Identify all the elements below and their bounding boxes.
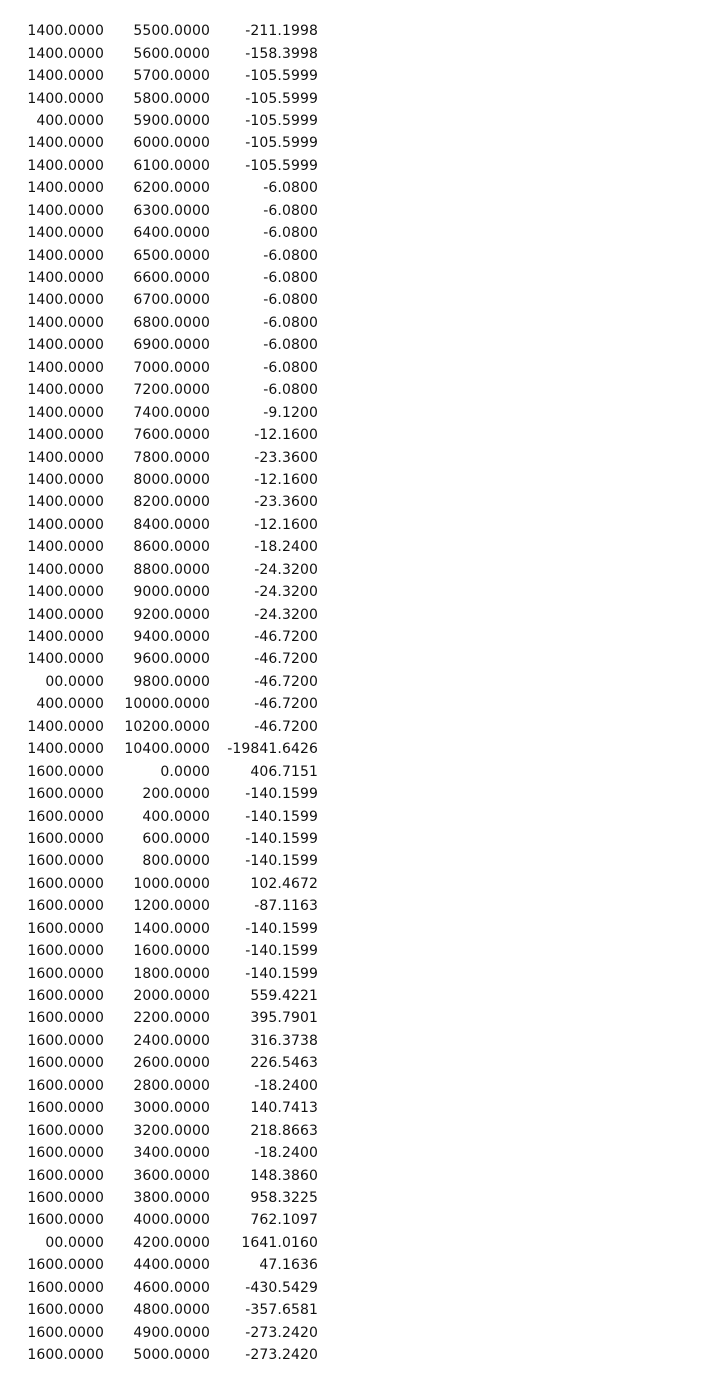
table-row	[18, 536, 338, 558]
table-row	[18, 1075, 338, 1097]
table-cell: 1600.0000	[27, 830, 104, 847]
table-cell: 1600.0000	[27, 1189, 104, 1206]
table-row	[18, 873, 338, 895]
table-cell: 1400.0000	[27, 292, 104, 309]
table-cell: 1400.0000	[27, 202, 104, 219]
table-row	[18, 1007, 338, 1029]
table-row	[18, 87, 338, 109]
table-cell: 1400.0000	[27, 539, 104, 556]
table-cell: 5600.0000	[133, 45, 210, 62]
table-row	[18, 132, 338, 154]
data-table	[18, 20, 338, 1366]
table-row	[18, 514, 338, 536]
table-cell: 1800.0000	[133, 965, 210, 982]
table-row	[18, 401, 338, 423]
table-cell: 1400.0000	[27, 471, 104, 488]
table-row	[18, 110, 338, 132]
table-cell: 1400.0000	[27, 494, 104, 511]
table-cell: 5800.0000	[133, 90, 210, 107]
table-row	[18, 962, 338, 984]
table-row	[18, 559, 338, 581]
table-cell: 1600.0000	[27, 1122, 104, 1139]
table-cell: 7200.0000	[133, 382, 210, 399]
table-cell: -6.0800	[263, 270, 318, 287]
table-cell: 7600.0000	[133, 427, 210, 444]
table-cell: -357.6581	[245, 1302, 318, 1319]
table-cell: 6300.0000	[133, 202, 210, 219]
table-cell: 1641.0160	[241, 1234, 318, 1251]
table-cell: -140.1599	[245, 853, 318, 870]
table-row	[18, 42, 338, 64]
table-cell: -6.0800	[263, 247, 318, 264]
table-row	[18, 379, 338, 401]
table-cell: 1400.0000	[27, 90, 104, 107]
table-cell: 3800.0000	[133, 1189, 210, 1206]
table-cell: -18.2400	[254, 1077, 318, 1094]
table-cell: -140.1599	[245, 808, 318, 825]
table-cell: -6.0800	[263, 337, 318, 354]
table-cell: 400.0000	[142, 808, 210, 825]
table-cell: 1400.0000	[27, 427, 104, 444]
table-cell: 9000.0000	[133, 584, 210, 601]
table-cell: 406.7151	[250, 763, 318, 780]
table-cell: -6.0800	[263, 202, 318, 219]
table-row	[18, 805, 338, 827]
table-row	[18, 1164, 338, 1186]
table-row	[18, 155, 338, 177]
table-row	[18, 626, 338, 648]
table-cell: 3200.0000	[133, 1122, 210, 1139]
table-cell: -12.1600	[254, 471, 318, 488]
table-cell: 9600.0000	[133, 651, 210, 668]
table-row	[18, 1277, 338, 1299]
table-row	[18, 1209, 338, 1231]
table-cell: 1600.0000	[27, 920, 104, 937]
table-cell: -140.1599	[245, 786, 318, 803]
table-row	[18, 1344, 338, 1366]
table-cell: 400.0000	[36, 696, 104, 713]
table-row	[18, 1187, 338, 1209]
table-cell: 7800.0000	[133, 449, 210, 466]
table-cell: -24.3200	[254, 561, 318, 578]
table-cell: 1600.0000	[27, 1032, 104, 1049]
table-cell: 9200.0000	[133, 606, 210, 623]
table-cell: 1400.0000	[27, 270, 104, 287]
table-row	[18, 222, 338, 244]
table-cell: 8800.0000	[133, 561, 210, 578]
table-row	[18, 940, 338, 962]
table-row	[18, 1097, 338, 1119]
table-cell: -12.1600	[254, 516, 318, 533]
table-cell: 2000.0000	[133, 988, 210, 1005]
table-row	[18, 334, 338, 356]
table-cell: -211.1998	[245, 23, 318, 40]
table-cell: 7400.0000	[133, 404, 210, 421]
table-cell: -46.7200	[254, 629, 318, 646]
table-cell: 2800.0000	[133, 1077, 210, 1094]
table-row	[18, 783, 338, 805]
table-cell: -105.5999	[245, 135, 318, 152]
table-row	[18, 648, 338, 670]
table-cell: 2200.0000	[133, 1010, 210, 1027]
table-cell: 226.5463	[250, 1055, 318, 1072]
table-cell: 0.0000	[160, 763, 210, 780]
table-cell: 2600.0000	[133, 1055, 210, 1072]
table-cell: 1400.0000	[27, 584, 104, 601]
table-cell: 7000.0000	[133, 359, 210, 376]
table-cell: 10400.0000	[124, 741, 210, 758]
table-row	[18, 985, 338, 1007]
table-row	[18, 1030, 338, 1052]
table-cell: -46.7200	[254, 651, 318, 668]
table-row	[18, 918, 338, 940]
table-row	[18, 1232, 338, 1254]
table-cell: 1400.0000	[27, 45, 104, 62]
table-cell: 1600.0000	[27, 988, 104, 1005]
table-cell: 395.7901	[250, 1010, 318, 1027]
table-cell: -140.1599	[245, 943, 318, 960]
table-cell: 958.3225	[250, 1189, 318, 1206]
table-cell: 5500.0000	[133, 23, 210, 40]
table-cell: -140.1599	[245, 965, 318, 982]
table-cell: 4000.0000	[133, 1212, 210, 1229]
table-cell: -6.0800	[263, 314, 318, 331]
table-cell: 1200.0000	[133, 898, 210, 915]
table-cell: 8400.0000	[133, 516, 210, 533]
table-row	[18, 738, 338, 760]
table-cell: 8600.0000	[133, 539, 210, 556]
table-cell: -6.0800	[263, 225, 318, 242]
table-row	[18, 200, 338, 222]
table-cell: 1600.0000	[133, 943, 210, 960]
table-row	[18, 895, 338, 917]
table-cell: 10200.0000	[124, 718, 210, 735]
table-row	[18, 491, 338, 513]
table-cell: 6400.0000	[133, 225, 210, 242]
table-cell: -140.1599	[245, 830, 318, 847]
table-cell: -273.2420	[245, 1347, 318, 1364]
table-cell: -24.3200	[254, 606, 318, 623]
table-cell: 1400.0000	[27, 23, 104, 40]
table-cell: 8000.0000	[133, 471, 210, 488]
table-cell: -140.1599	[245, 920, 318, 937]
table-row	[18, 1321, 338, 1343]
table-row	[18, 1142, 338, 1164]
table-cell: 1600.0000	[27, 1077, 104, 1094]
table-cell: 1600.0000	[27, 786, 104, 803]
table-row	[18, 1052, 338, 1074]
table-cell: 1400.0000	[27, 404, 104, 421]
table-cell: 1600.0000	[27, 965, 104, 982]
table-cell: 3600.0000	[133, 1167, 210, 1184]
table-cell: 1600.0000	[27, 853, 104, 870]
table-cell: -18.2400	[254, 539, 318, 556]
table-cell: 4200.0000	[133, 1234, 210, 1251]
table-cell: 3000.0000	[133, 1100, 210, 1117]
table-cell: 1600.0000	[27, 898, 104, 915]
table-row	[18, 716, 338, 738]
table-cell: 1400.0000	[27, 180, 104, 197]
table-row	[18, 267, 338, 289]
table-row	[18, 424, 338, 446]
table-cell: 00.0000	[45, 673, 104, 690]
table-cell: -6.0800	[263, 359, 318, 376]
table-cell: 9400.0000	[133, 629, 210, 646]
table-cell: 600.0000	[142, 830, 210, 847]
table-row	[18, 20, 338, 42]
table-cell: 1600.0000	[27, 1167, 104, 1184]
table-cell: 1600.0000	[27, 1145, 104, 1162]
table-cell: 1600.0000	[27, 1302, 104, 1319]
table-cell: 6700.0000	[133, 292, 210, 309]
table-cell: 9800.0000	[133, 673, 210, 690]
table-cell: 400.0000	[36, 112, 104, 129]
table-cell: 6000.0000	[133, 135, 210, 152]
table-cell: 4400.0000	[133, 1257, 210, 1274]
table-cell: 1600.0000	[27, 1055, 104, 1072]
table-cell: 1400.0000	[27, 741, 104, 758]
table-cell: 1400.0000	[27, 651, 104, 668]
table-cell: 4800.0000	[133, 1302, 210, 1319]
table-row	[18, 446, 338, 468]
table-cell: 1600.0000	[27, 808, 104, 825]
table-cell: 316.3738	[250, 1032, 318, 1049]
table-row	[18, 177, 338, 199]
table-cell: 200.0000	[142, 786, 210, 803]
table-cell: -23.3600	[254, 494, 318, 511]
table-cell: 8200.0000	[133, 494, 210, 511]
table-cell: 218.8663	[250, 1122, 318, 1139]
table-cell: 1600.0000	[27, 763, 104, 780]
table-cell: 1600.0000	[27, 1010, 104, 1027]
table-cell: 6200.0000	[133, 180, 210, 197]
table-cell: 6500.0000	[133, 247, 210, 264]
table-cell: 1400.0000	[27, 382, 104, 399]
table-cell: -158.3998	[245, 45, 318, 62]
table-cell: -46.7200	[254, 673, 318, 690]
table-cell: 00.0000	[45, 1234, 104, 1251]
table-cell: 1600.0000	[27, 1212, 104, 1229]
table-row	[18, 244, 338, 266]
table-cell: -12.1600	[254, 427, 318, 444]
table-cell: 1400.0000	[27, 135, 104, 152]
table-cell: 1000.0000	[133, 875, 210, 892]
table-row	[18, 850, 338, 872]
table-cell: 1400.0000	[27, 314, 104, 331]
table-cell: 140.7413	[250, 1100, 318, 1117]
table-cell: -105.5999	[245, 112, 318, 129]
table-cell: -23.3600	[254, 449, 318, 466]
table-cell: -9.1200	[263, 404, 318, 421]
table-row	[18, 65, 338, 87]
table-row	[18, 312, 338, 334]
table-cell: 47.1636	[259, 1257, 318, 1274]
table-cell: 559.4221	[250, 988, 318, 1005]
table-cell: 3400.0000	[133, 1145, 210, 1162]
table-row	[18, 1299, 338, 1321]
table-cell: -6.0800	[263, 292, 318, 309]
table-row	[18, 1119, 338, 1141]
table-cell: 4900.0000	[133, 1324, 210, 1341]
table-cell: 1400.0000	[133, 920, 210, 937]
table-cell: 1400.0000	[27, 629, 104, 646]
table-cell: 1400.0000	[27, 247, 104, 264]
table-cell: 1400.0000	[27, 449, 104, 466]
table-cell: 5000.0000	[133, 1347, 210, 1364]
table-row	[18, 671, 338, 693]
table-cell: 1400.0000	[27, 157, 104, 174]
table-cell: -6.0800	[263, 180, 318, 197]
table-cell: -273.2420	[245, 1324, 318, 1341]
table-cell: 4600.0000	[133, 1279, 210, 1296]
table-cell: 800.0000	[142, 853, 210, 870]
table-cell: -105.5999	[245, 157, 318, 174]
table-row	[18, 289, 338, 311]
table-cell: 148.3860	[250, 1167, 318, 1184]
table-cell: 1400.0000	[27, 359, 104, 376]
table-cell: 1400.0000	[27, 337, 104, 354]
table-row	[18, 828, 338, 850]
table-cell: 1600.0000	[27, 1257, 104, 1274]
table-cell: 1400.0000	[27, 561, 104, 578]
table-cell: 2400.0000	[133, 1032, 210, 1049]
table-cell: 6100.0000	[133, 157, 210, 174]
table-row	[18, 760, 338, 782]
table-cell: -46.7200	[254, 696, 318, 713]
table-row	[18, 357, 338, 379]
table-cell: 1600.0000	[27, 1324, 104, 1341]
table-cell: 1600.0000	[27, 1100, 104, 1117]
table-cell: -46.7200	[254, 718, 318, 735]
table-cell: 1600.0000	[27, 875, 104, 892]
table-cell: 1400.0000	[27, 225, 104, 242]
table-cell: 102.4672	[250, 875, 318, 892]
table-cell: 1600.0000	[27, 1347, 104, 1364]
table-cell: 1400.0000	[27, 606, 104, 623]
table-cell: 1600.0000	[27, 1279, 104, 1296]
table-cell: 6900.0000	[133, 337, 210, 354]
table-row	[18, 603, 338, 625]
table-cell: 5900.0000	[133, 112, 210, 129]
table-cell: -105.5999	[245, 90, 318, 107]
table-cell: -430.5429	[245, 1279, 318, 1296]
table-cell: -19841.6426	[227, 741, 318, 758]
table-cell: -24.3200	[254, 584, 318, 601]
table-cell: -6.0800	[263, 382, 318, 399]
table-cell: 5700.0000	[133, 68, 210, 85]
table-row	[18, 581, 338, 603]
table-cell: -87.1163	[254, 898, 318, 915]
table-cell: -105.5999	[245, 68, 318, 85]
table-row	[18, 1254, 338, 1276]
table-cell: 1600.0000	[27, 943, 104, 960]
table-cell: 6800.0000	[133, 314, 210, 331]
table-cell: 10000.0000	[124, 696, 210, 713]
table-cell: 1400.0000	[27, 516, 104, 533]
table-row	[18, 693, 338, 715]
table-row	[18, 469, 338, 491]
table-cell: 1400.0000	[27, 718, 104, 735]
table-cell: 6600.0000	[133, 270, 210, 287]
table-cell: -18.2400	[254, 1145, 318, 1162]
table-cell: 1400.0000	[27, 68, 104, 85]
table-cell: 762.1097	[250, 1212, 318, 1229]
